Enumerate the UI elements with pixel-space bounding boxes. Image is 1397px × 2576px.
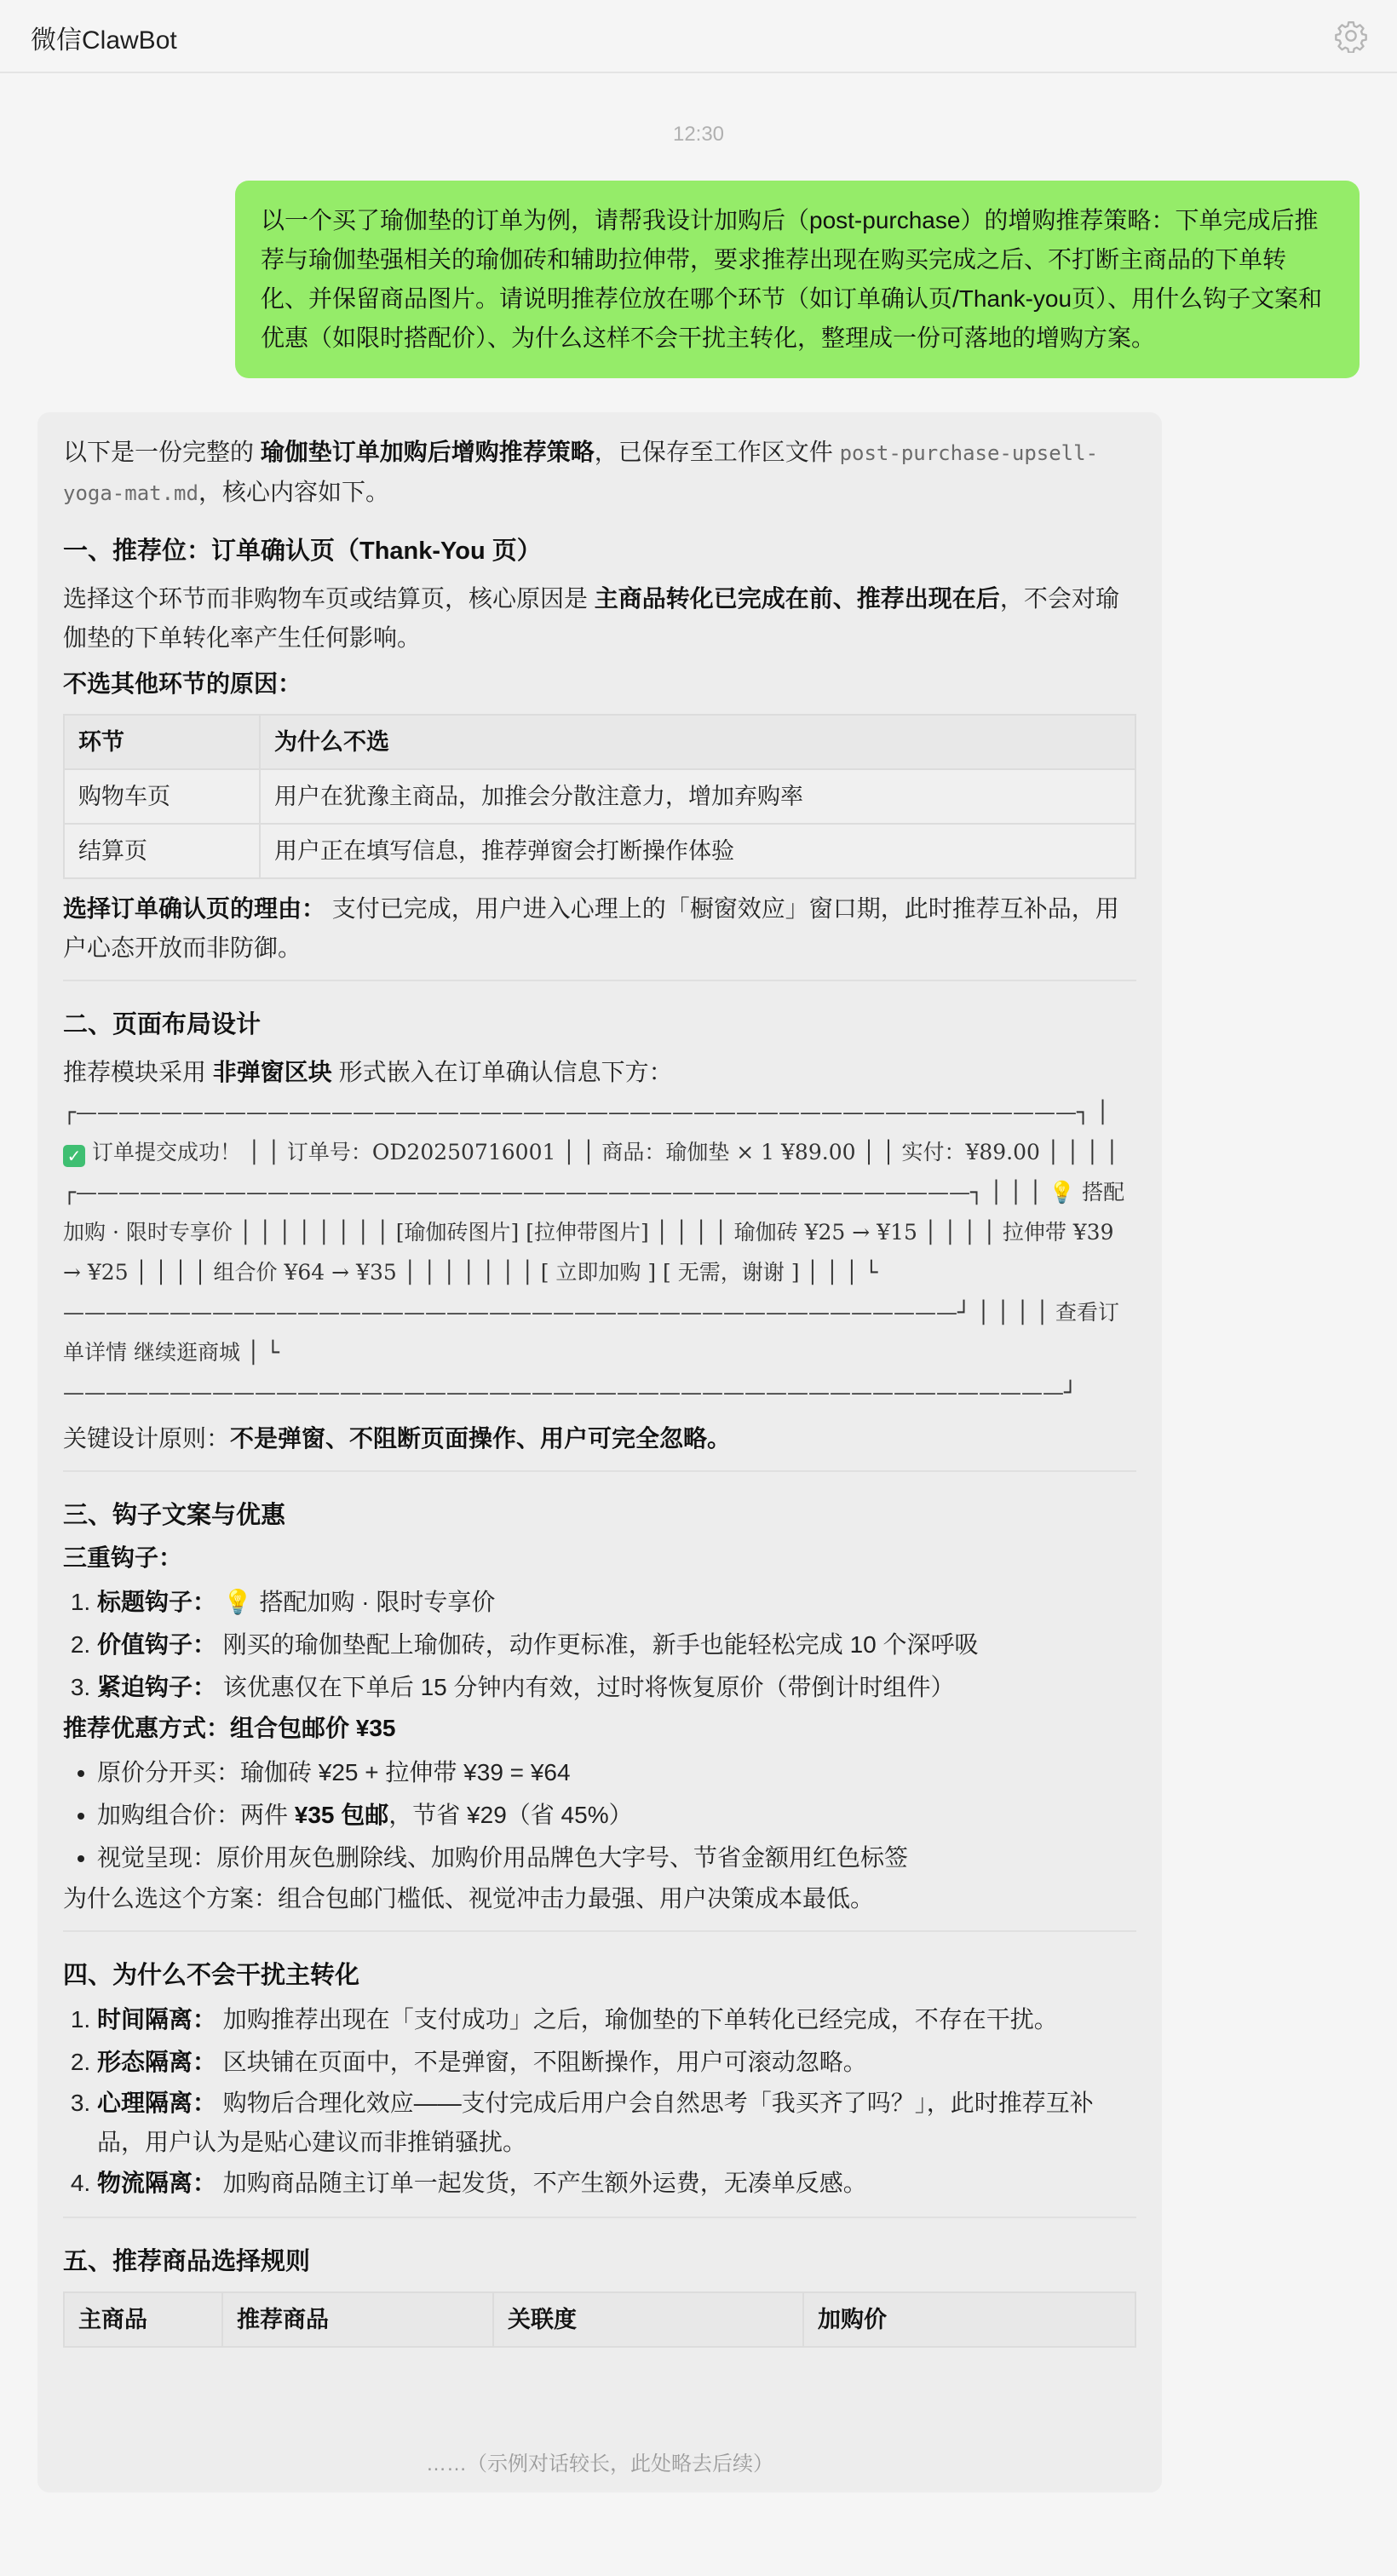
offer-list [63, 1751, 1136, 1879]
ascii-text: ┌———————————————————————————————————————————————┐ │ [63, 1100, 1110, 1124]
section-title: 五、推荐商品选择规则 [63, 2248, 311, 2275]
subheading: 三重钩子： [63, 1544, 183, 1571]
list-item-text: 搭配加购 · 限时专享价 [252, 1589, 496, 1615]
section-paragraph [63, 579, 1136, 658]
list-item-text: 加购商品随主订单一起发货，不产生额外运费，无凑单反感。 [216, 2170, 867, 2196]
table-header-row [64, 715, 1135, 769]
list-item [97, 1624, 1136, 1666]
list-item [97, 1794, 1136, 1837]
list-item-text: 加购组合价：两件 [97, 1802, 295, 1828]
list-item: • 视觉呈现：原价用灰色删除线、加购价用品牌色大字号、节省金额用红色标签 [97, 1837, 1136, 1879]
paragraph-bold: 非弹窗区块 [212, 1059, 332, 1085]
table-row [64, 769, 1135, 824]
list-item-label: 紧迫钩子： [97, 1674, 217, 1700]
table-cell: 用户在犹豫主商品，加推会分散注意力，增加弃购率 [260, 769, 1135, 824]
paragraph-text: ，不会对瑜伽垫的下单转化率产生任何影响。 [63, 585, 1119, 651]
bulb-icon: 💡 [222, 1588, 253, 1616]
paragraph-text: 形式嵌入在订单确认信息下方： [331, 1059, 673, 1085]
file-name: post-purchase-upsell-yoga-mat.md [63, 441, 1099, 505]
section-paragraph [63, 1419, 1136, 1458]
bot-intro [63, 433, 1136, 513]
paragraph-bold: 主商品转化已完成在前、推荐出现在后 [594, 585, 1000, 612]
check-icon: ✓ [63, 1145, 85, 1167]
paragraph-bold: 选择订单确认页的理由： [63, 895, 326, 922]
table-header: 关联度 [493, 2292, 803, 2347]
section-title: 三、钩子文案与优惠 [63, 1502, 286, 1529]
list-item [97, 2041, 1136, 2084]
paragraph-text: 支付已完成，用户进入心理上的「橱窗效应」窗口期，此时推荐互补品，用户心态开放而非防御。 [63, 895, 1119, 961]
list-item-label: 形态隔离： [97, 2049, 217, 2075]
table-header: 为什么不选 [260, 715, 1135, 769]
paragraph-bold: 不是弹窗、不阻断页面操作、用户可完全忽略。 [230, 1425, 732, 1452]
list-item [97, 2084, 1136, 2162]
intro-text: ，已保存至工作区文件 [594, 439, 840, 465]
section-paragraph [63, 889, 1136, 968]
section-title: 一、推荐位：订单确认页（Thank-You 页） [63, 538, 542, 565]
table-header: 推荐商品 [222, 2292, 493, 2347]
intro-text: ，核心内容如下。 [198, 479, 389, 505]
list-item-label: 价值钩子： [97, 1631, 217, 1658]
ascii-text: 订单提交成功！ │ │ 订单号：OD20250716001 │ │ 商品：瑜伽垫 × 1 ¥89.00 │ │ 实付：¥89.00 │ │ │ │ ┌——————————————————————————————————————————┐ │ │ │ [63, 1140, 1118, 1205]
section-title: 四、为什么不会干扰主转化 [63, 1962, 360, 1989]
rules-table [63, 2291, 1136, 2348]
list-item: • 原价分开买：瑜伽砖 ¥25 + 拉伸带 ¥39 = ¥64 [97, 1751, 1136, 1794]
truncated-note: ……（示例对话较长，此处略去后续） [37, 2441, 1162, 2493]
intro-text: 以下是一份完整的 [63, 439, 261, 465]
intro-strategy-name: 瑜伽垫订单加购后增购推荐策略 [260, 439, 595, 465]
list-item [97, 1666, 1136, 1709]
table-header-row [64, 2292, 1135, 2347]
paragraph-text: 关键设计原则： [63, 1425, 231, 1452]
list-item [97, 2162, 1136, 2205]
section-title: 二、页面布局设计 [63, 1011, 262, 1038]
list-item [97, 1998, 1136, 2041]
gear-icon[interactable] [1334, 19, 1368, 53]
list-item-label: 标题钩子： [97, 1589, 217, 1615]
subheading: 不选其他环节的原因： [63, 670, 302, 697]
paragraph-text: 推荐模块采用 [63, 1059, 213, 1085]
divider [63, 2217, 1136, 2218]
user-message-bubble[interactable]: 以一个买了瑜伽垫的订单为例，请帮我设计加购后（post-purchase）的增购推荐策略：下单完成后推荐与瑜伽垫强相关的瑜伽砖和辅助拉伸带，要求推荐出现在购买完成之后、不打断主商品的下单转化、并保留商品图片。请说明推荐位放在哪个环节（如订单确认页/Thank-you页）、用什么钩子文案和优惠（如限时搭配价）、为什么这样不会干扰主转化，整理成一份可落地的增购方案。 [235, 181, 1360, 378]
channel-table [63, 714, 1136, 879]
table-row [64, 824, 1135, 878]
list-item-text: 区块铺在页面中，不是弹窗，不阻断操作，用户可滚动忽略。 [216, 2049, 867, 2075]
section-paragraph [63, 1053, 1136, 1092]
list-item-text: 刚买的瑜伽垫配上瑜伽砖，动作更标准，新手也能轻松完成 10 个深呼吸 [216, 1631, 979, 1658]
isolation-list [63, 1998, 1136, 2205]
divider [63, 980, 1136, 981]
list-item-text: 购物后合理化效应——支付完成后用户会自然思考「我买齐了吗？」，此时推荐互补品，用户认为是贴心建议而非推销骚扰。 [97, 2090, 1094, 2155]
section-paragraph: 为什么选这个方案：组合包邮门槛低、视觉冲击力最强、用户决策成本最低。 [63, 1885, 875, 1912]
list-item-text: 加购推荐出现在「支付成功」之后，瑜伽垫的下单转化已经完成，不存在干扰。 [216, 2006, 1058, 2033]
bulb-icon: 💡 [1049, 1180, 1076, 1205]
list-item-label: 心理隔离： [97, 2090, 217, 2116]
table-header: 环节 [64, 715, 260, 769]
list-item-label: 时间隔离： [97, 2006, 217, 2033]
list-item-text: 该优惠仅在下单后 15 分钟内有效，过时将恢复原价（带倒计时组件） [216, 1674, 955, 1700]
layout-ascii-diagram [63, 1092, 1136, 1412]
ascii-text: 搭配加购 · 限时专享价 │ │ │ │ │ │ │ │ [瑜伽砖图片] [拉伸带图片] │ │ │ │ 瑜伽砖 ¥25 → ¥15 │ │ │ │ 拉伸带 ¥39 → ¥25 │ │ │ │ 组合价 ¥64 → ¥35 │ │ │ │ │ │ │ [ 立即加购 ] [ 无需，谢谢 ] │ │ │ └——————————————————————————————————————————┘ │ │ │ │ 查看订单详情 继续逛商城 │ └———————————————————————————————————————————————┘ [63, 1180, 1125, 1405]
chat-timestamp: 12:30 [672, 123, 725, 146]
list-item-label: 物流隔离： [97, 2170, 217, 2196]
list-item [97, 1581, 1136, 1624]
table-header: 主商品 [64, 2292, 222, 2347]
table-cell: 结算页 [64, 824, 260, 878]
app-title: 微信ClawBot [31, 26, 177, 55]
divider [63, 1930, 1136, 1932]
divider [63, 1470, 1136, 1472]
paragraph-text: 选择这个环节而非购物车页或结算页，核心原因是 [63, 585, 595, 612]
hook-list [63, 1581, 1136, 1709]
subheading: 推荐优惠方式：组合包邮价 ¥35 [63, 1715, 396, 1741]
bot-message-bubble[interactable] [37, 412, 1162, 2493]
top-bar [0, 0, 1397, 73]
table-cell: 购物车页 [64, 769, 260, 824]
list-item-text: ，节省 ¥29（省 45%） [388, 1802, 633, 1828]
table-cell: 用户正在填写信息，推荐弹窗会打断操作体验 [260, 824, 1135, 878]
table-header: 加购价 [803, 2292, 1135, 2347]
list-item-bold: ¥35 包邮 [294, 1802, 389, 1828]
